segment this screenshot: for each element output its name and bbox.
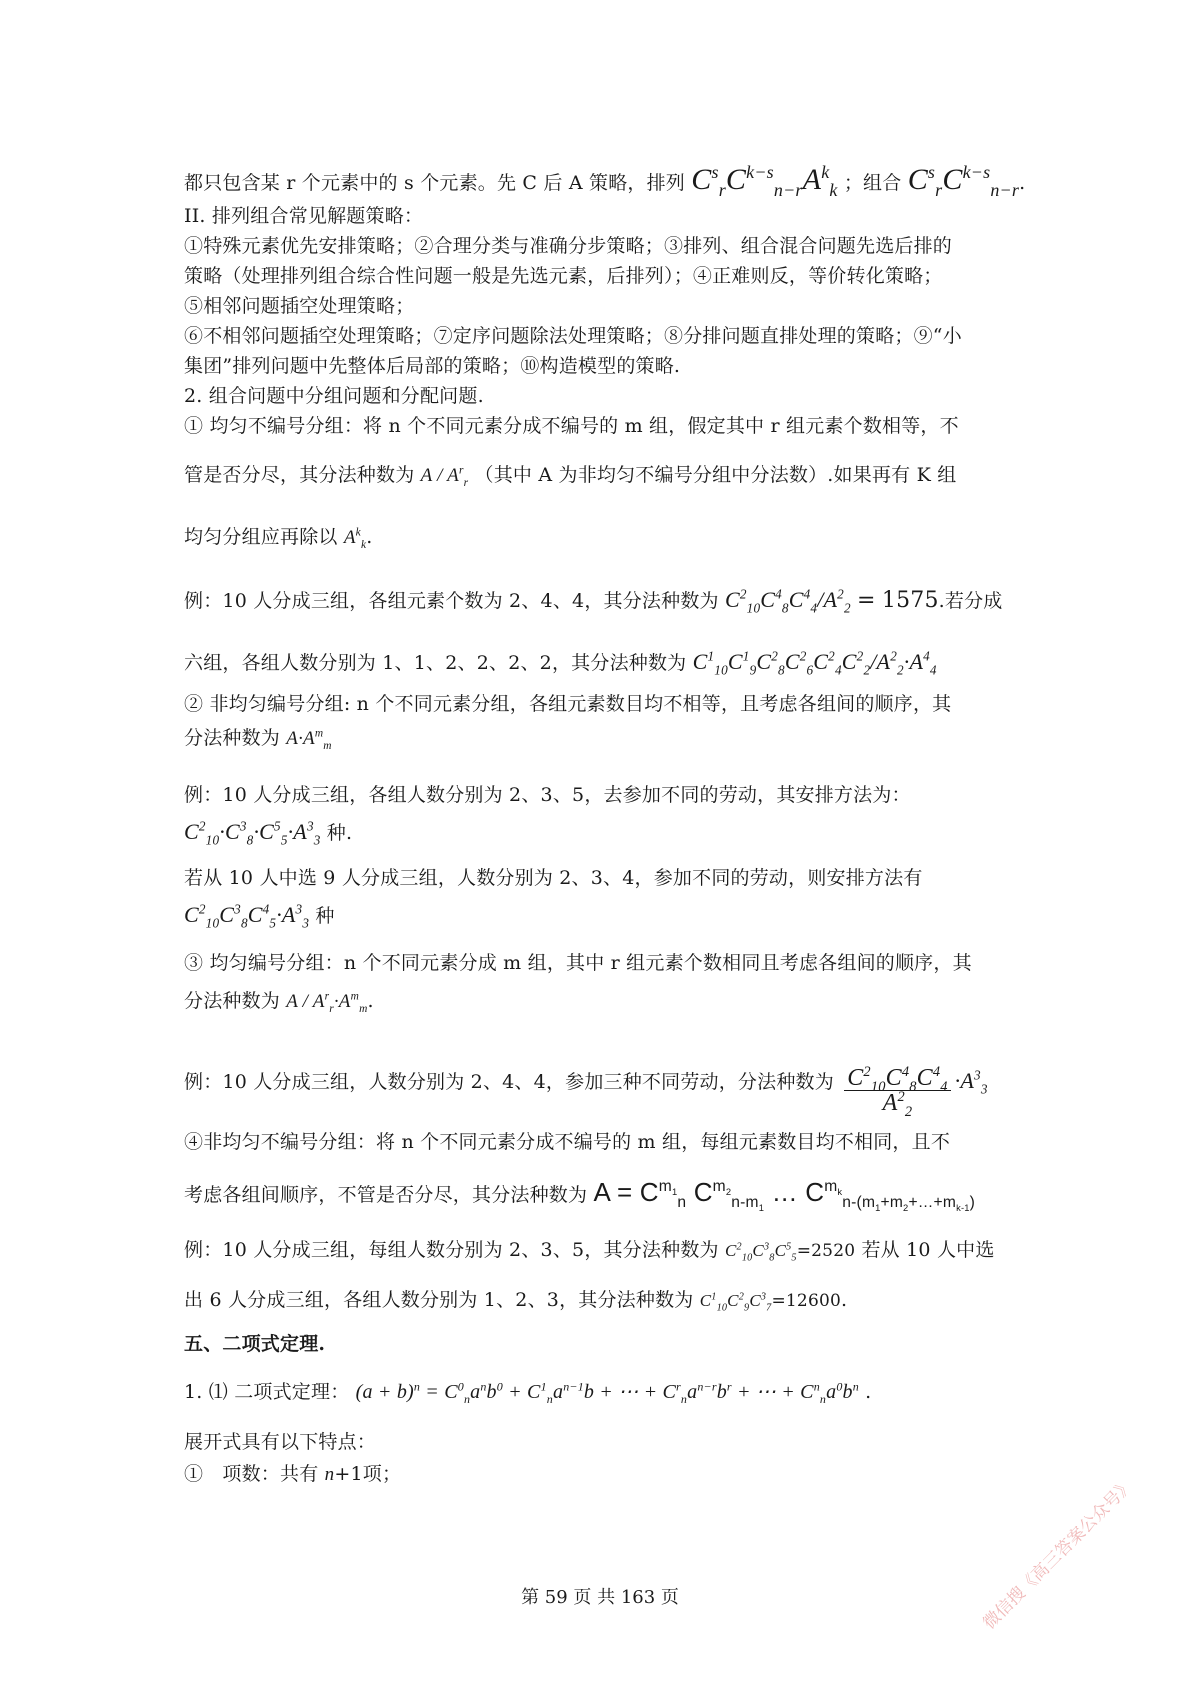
formula-example-6: $C^2_{10}C^3_8C^5_5$ [724,1241,797,1264]
line-28: 1. ⑴ 二项式定理： $(a + b)^n = C^0_na^nb^0 + C^1_na^{n-1}b$ + ⋯ + $C^r_na^{n-r}b^r$ + ⋯ + $C^n_na^0b^n$ . [184,1379,872,1406]
formula-example-3: $C^2_{10}\cdot C^3_8\cdot C^5_5\cdot A^3_3$ [184,818,321,848]
formula-example-7: $C^1_{10}C^2_9C^3_7$ [699,1291,772,1314]
line-9: ① 均匀不编号分组：将 n 个不同元素分成不编号的 m 组，假定其中 r 组元素个数相等，不 [184,415,959,437]
line-2: II. 排列组合常见解题策略： [184,205,424,227]
formula-example-1: $C^2_{10}C^4_8C^4_4/A^2_2$ [724,586,851,616]
line-16: 例：10 人分成三组，各组人数分别为 2、3、5，去参加不同的劳动，其安排方法为： [184,784,911,806]
line-4: 策略（处理排列组合综合性问题一般是先选元素，后排列）；④正难则反，等价转化策略； [184,265,943,287]
line-3: ①特殊元素优先安排策略；②合理分类与准确分步策略；③排列、组合混合问题先选后排的 [184,235,953,257]
formula-permutation: $C^s_rC^{k-s}_{n-r}A^k_k$ [691,162,838,200]
formula-nonuniform: $A = C^{m_1}_n$ $C^{m_2}_{n-m_1}$ … $C^{m_k}_{n-(m_1+m_2+\dots+m_{k-1})}$ [593,1177,976,1214]
line-18: 若从 10 人中选 9 人分成三组，人数分别为 2、3、4，参加不同的劳动，则安排方法有 [184,867,923,889]
formula-combination: $C^s_rC^{k-s}_{n-r}$ [907,162,1020,200]
line-17: $C^2_{10}\cdot C^3_8\cdot C^5_5\cdot A^3_3$ 种. [184,818,353,848]
line-19: $C^2_{10}C^3_8C^4_5\cdot A^3_3$ 种 [184,901,335,931]
line-23: ④非均匀不编号分组：将 n 个不同元素分成不编号的 m 组，每组元素数目均不相同，且不 [184,1131,951,1153]
formula-akk: $A^k_k$ [343,526,367,551]
formula-binomial-theorem: $(a + b)^n = C^0_na^nb^0 + C^1_na^{n-1}b$ + ⋯ + $C^r_na^{n-r}b^r$ + ⋯ + $C^n_na^0b^n$ [355,1379,859,1406]
line-22: 例：10 人分成三组，人数分别为 2、4、4，参加三种不同劳动，分法种数为 $\frac{C^2_{10}C^4_8C^4_4}{A^2_2}$ $\cdot A^3_3$ [184,1064,988,1120]
line-30: ① 项数：共有 n+1项； [184,1463,402,1485]
line-5: ⑤相邻问题插空处理策略； [184,295,415,317]
page-footer: 第 59 页 共 163 页 [521,1587,679,1608]
formula-example-4: $C^2_{10}C^3_8C^4_5\cdot A^3_3$ [184,901,310,931]
line-8: 2. 组合问题中分组问题和分配问题. [184,385,484,407]
line-29: 展开式具有以下特点： [184,1431,377,1453]
watermark: 微信搜《高三答案公众号》 [979,1475,1138,1634]
formula-a-arr-amm: $A / A^r_r\cdot A^m_m$ [286,990,368,1015]
line-20: ③ 均匀编号分组：n 个不同元素分成 m 组，其中 r 组元素个数相同且考虑各组间的顺序，其 [184,952,972,974]
formula-example-2: $C^1_{10}C^1_9C^2_8C^2_6C^2_4C^2_2/A^2_2\cdot A^4_4$ [692,648,937,678]
line-13: 六组，各组人数分别为 1、1、2、2、2、2，其分法种数为 $C^1_{10}C^1_9C^2_8C^2_6C^2_4C^2_2/A^2_2\cdot A^4_4$ [184,648,937,678]
line-10: 管是否分尽，其分法种数为 A / $A^r_r$ （其中 A 为非均匀不编号分组中分法数）.如果再有 K 组 [184,464,957,489]
line-24: 考虑各组间顺序，不管是否分尽，其分法种数为 $A = C^{m_1}_n$ $C^{m_2}_{n-m_1}$ … $C^{m_k}_{n-(m_1+m_2+\dots+m_{k-1})}$ [184,1177,976,1214]
formula-example-5: $\frac{C^2_{10}C^4_8C^4_4}{A^2_2}$ [844,1066,950,1115]
line-7: 集团”排列问题中先整体后局部的策略；⑩构造模型的策略. [184,355,681,377]
line-15: 分法种数为 $A\cdot A^m_m$ [184,727,332,752]
line-1: 都只包含某 r 个元素中的 s 个元素。先 C 后 A 策略，排列 $C^s_rC^{k-s}_{n-r}A^k_k$ ；组合 $C^s_rC^{k-s}_{n-r}$. [184,162,1026,200]
line-14: ② 非均匀编号分组: n 个不同元素分组，各组元素数目均不相等，且考虑各组间的顺序，其 [184,693,952,715]
line-11: 均匀分组应再除以 $A^k_k$. [184,526,373,551]
line-21: 分法种数为 $A / A^r_r\cdot A^m_m$. [184,990,374,1015]
line-12: 例：10 人分成三组，各组元素个数为 2、4、4，其分法种数为 $C^2_{10}C^4_8C^4_4/A^2_2 = 1575$.若分成 [184,586,1003,616]
line-6: ⑥不相邻问题插空处理策略；⑦定序问题除法处理策略；⑧分排问题直排处理的策略；⑨“小 [184,325,962,347]
formula-a-amm: $A\cdot A^m_m$ [286,727,332,752]
formula-n-plus-1: n [324,1464,335,1485]
section-heading-binomial: 五、二项式定理. [184,1333,326,1355]
formula-a-over-arr: A / $A^r_r$ [420,464,469,489]
line-26: 出 6 人分成三组，各组人数分别为 1、2、3，其分法种数为 $C^1_{10}C^2_9C^3_7=12600$. [184,1289,848,1314]
line-25: 例：10 人分成三组，每组人数分别为 2、3、5，其分法种数为 $C^2_{10}C^3_8C^5_5=2520$ 若从 10 人中选 [184,1239,995,1264]
